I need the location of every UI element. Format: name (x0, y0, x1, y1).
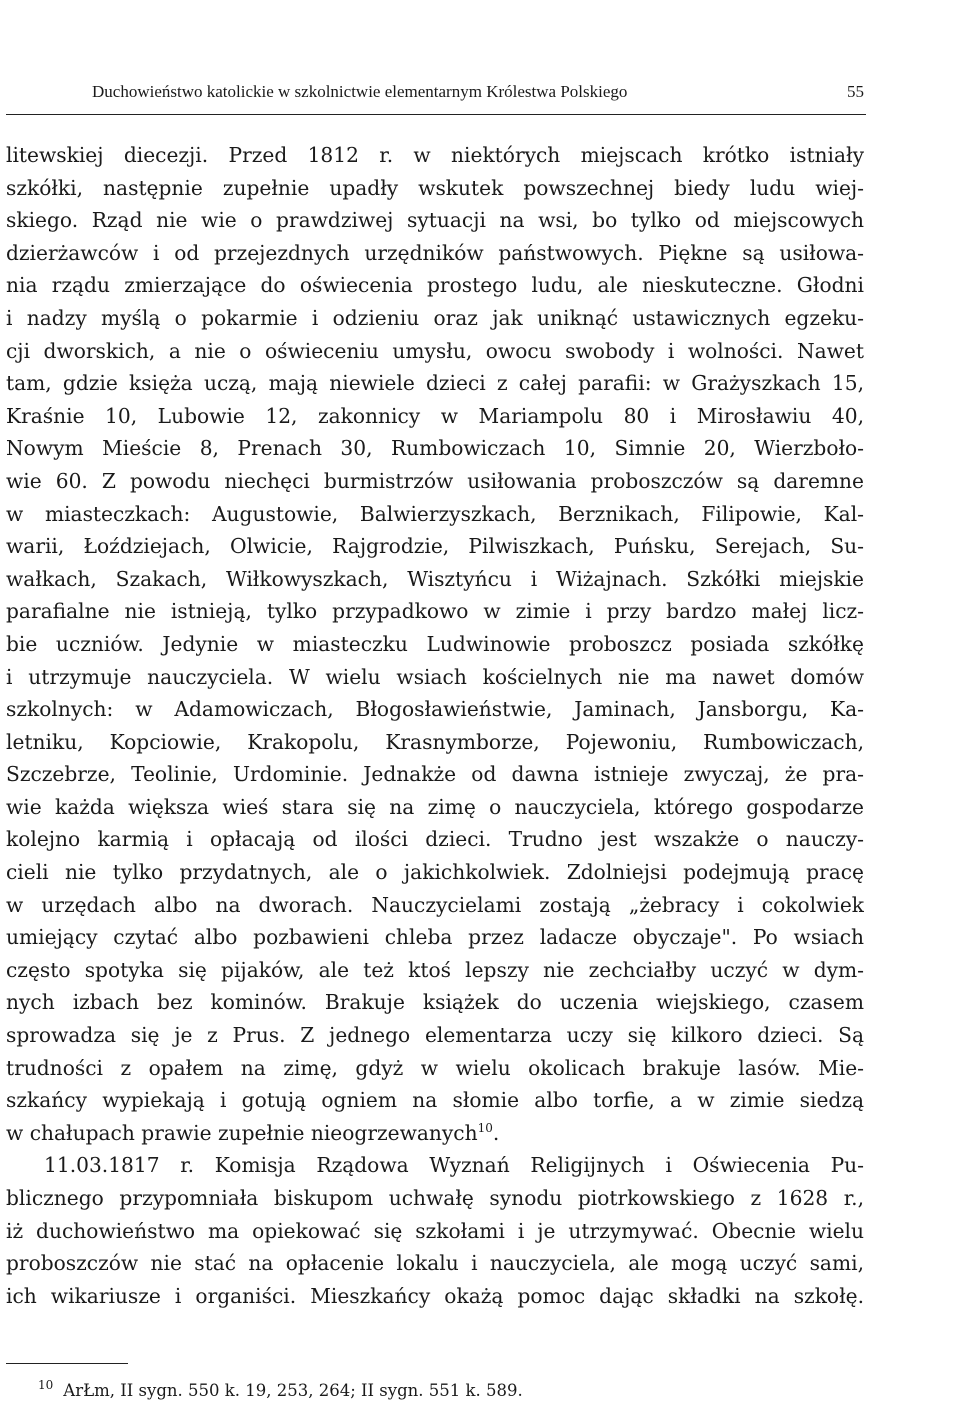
text-line: w miasteczkach: Augustowie, Balwierzyszkach, Berznikach, Filipowie, Kal- (6, 501, 864, 526)
text-line: trudności z opałem na zimę, gdyż w wielu okolicach brakuje lasów. Mie- (6, 1055, 864, 1080)
text-line: blicznego przypomniała biskupom uchwałę synodu piotrkowskiego z 1628 r., (6, 1186, 864, 1210)
running-header (92, 80, 864, 104)
text-line-content: w chałupach prawie zupełnie nieogrzewanych (6, 1120, 478, 1145)
text-line: nych izbach bez kominów. Brakuje książek do uczenia wiejskiego, czasem (6, 990, 864, 1015)
page-number: 55 (847, 82, 864, 101)
text-line: parafialne nie istnieją, tylko przypadkowo w zimie i przy bardzo małej licz- (6, 599, 864, 624)
text-line: proboszczów nie stać na opłacenie lokalu i nauczyciela, ale mogą uczyć sami, (6, 1251, 864, 1276)
footnote-number: 10 (38, 1378, 54, 1392)
text-line: wałkach, Szakach, Wiłkowyszkach, Wisztyńcu i Wiżajnach. Szkółki miejskie (6, 566, 864, 591)
text-line: cieli nie tylko przydatnych, ale o jakichkolwiek. Zdolniejsi podejmują pracę (6, 860, 864, 885)
footnote-rule (6, 1363, 128, 1364)
text-line: bie uczniów. Jedynie w miasteczku Ludwinowie proboszcz posiada szkółkę (6, 631, 864, 656)
text-line: i nadzy myślą o pokarmie i odzieniu oraz jak uniknąć ustawicznych egzeku- (6, 305, 864, 330)
text-line: szkółki, następnie zupełnie upadły wskutek powszechnej biedy ludu wiej- (6, 175, 864, 200)
text-line: szkańcy wypiekają i gotują ogniem na słomie albo torfie, a w zimie siedzą (6, 1088, 864, 1113)
text-line: Szczebrze, Teolinie, Urdominie. Jednakże od dawna istnieje zwyczaj, że pra- (6, 762, 864, 787)
text-line: cji dworskich, a nie o oświeceniu umysłu, owocu swobody i wolności. Nawet (6, 338, 864, 363)
text-line: Kraśnie 10, Lubowie 12, zakonnicy w Mariampolu 80 i Mirosławiu 40, (6, 403, 864, 428)
text-line: sprowadza się je z Prus. Z jednego elementarza uczy się kilkoro dzieci. Są (6, 1023, 864, 1048)
text-line-last (6, 1117, 864, 1150)
text-line: tam, gdzie księża uczą, mają niewiele dzieci z całej parafii: w Grażyszkach 15, (6, 371, 864, 396)
text-line: nia rządu zmierzające do oświecenia prostego ludu, ale nieskuteczne. Głodni (6, 273, 864, 298)
paragraph-first-line: 11.03.1817 r. Komisja Rządowa Wyznań Religijnych i Oświecenia Pu- (44, 1153, 864, 1178)
footnote (38, 1379, 523, 1403)
text-line: ich wikariusze i organiści. Mieszkańcy okażą pomoc dając składki na szkołę. (6, 1283, 864, 1308)
text-line: litewskiej diecezji. Przed 1812 r. w niektórych miejscach krótko istniały (6, 143, 864, 167)
running-header-title: Duchowieństwo katolickie w szkolnictwie elementarnym Królestwa Polskiego (92, 82, 628, 101)
header-rule (6, 114, 866, 115)
text-line: letniku, Kopciowie, Krakopolu, Krasnymborze, Pojewoniu, Rumbowiczach, (6, 729, 864, 754)
text-line: wie każda większa wieś stara się na zimę o nauczyciela, którego gospodarze (6, 794, 864, 819)
text-line: kolejno karmią i opłacają od ilości dzieci. Trudno jest wszakże o nauczy- (6, 827, 864, 852)
text-line: skiego. Rząd nie wie o prawdziwej sytuacji na wsi, bo tylko od miejscowych (6, 208, 864, 233)
text-line: w urzędach albo na dworach. Nauczycielami zostają „żebracy i cokolwiek (6, 892, 864, 917)
footnote-text: ArŁm, II sygn. 550 k. 19, 253, 264; II sygn. 551 k. 589. (63, 1381, 523, 1400)
text-line: Nowym Mieście 8, Prenach 30, Rumbowiczach 10, Simnie 20, Wierzboło- (6, 436, 864, 461)
text-line: dzierżawców i od przejezdnych urzędników państwowych. Piękne są usiłowa- (6, 240, 864, 265)
body-text (6, 139, 864, 1312)
text-line: szkolnych: w Adamowiczach, Błogosławieństwie, Jaminach, Jansborgu, Ka- (6, 697, 864, 722)
footnote-reference[interactable]: 10 (477, 1120, 493, 1135)
text-line: warii, Łoździejach, Olwicie, Rajgrodzie, Pilwiszkach, Puńsku, Serejach, Su- (6, 534, 864, 559)
text-line: iż duchowieństwo ma opiekować się szkołami i je utrzymywać. Obecnie wielu (6, 1218, 864, 1243)
text-line: i utrzymuje nauczyciela. W wielu wsiach kościelnych nie ma nawet domów (6, 664, 864, 689)
text-line: wie 60. Z powodu niechęci burmistrzów usiłowania proboszczów są daremne (6, 468, 864, 493)
trailing-punctuation: . (492, 1120, 500, 1145)
text-line: często spotyka się pijaków, ale też ktoś lepszy nie zechciałby uczyć w dym- (6, 957, 864, 982)
text-line: umiejący czytać albo pozbawieni chleba przez ladacze obyczaje". Po wsiach (6, 925, 864, 950)
